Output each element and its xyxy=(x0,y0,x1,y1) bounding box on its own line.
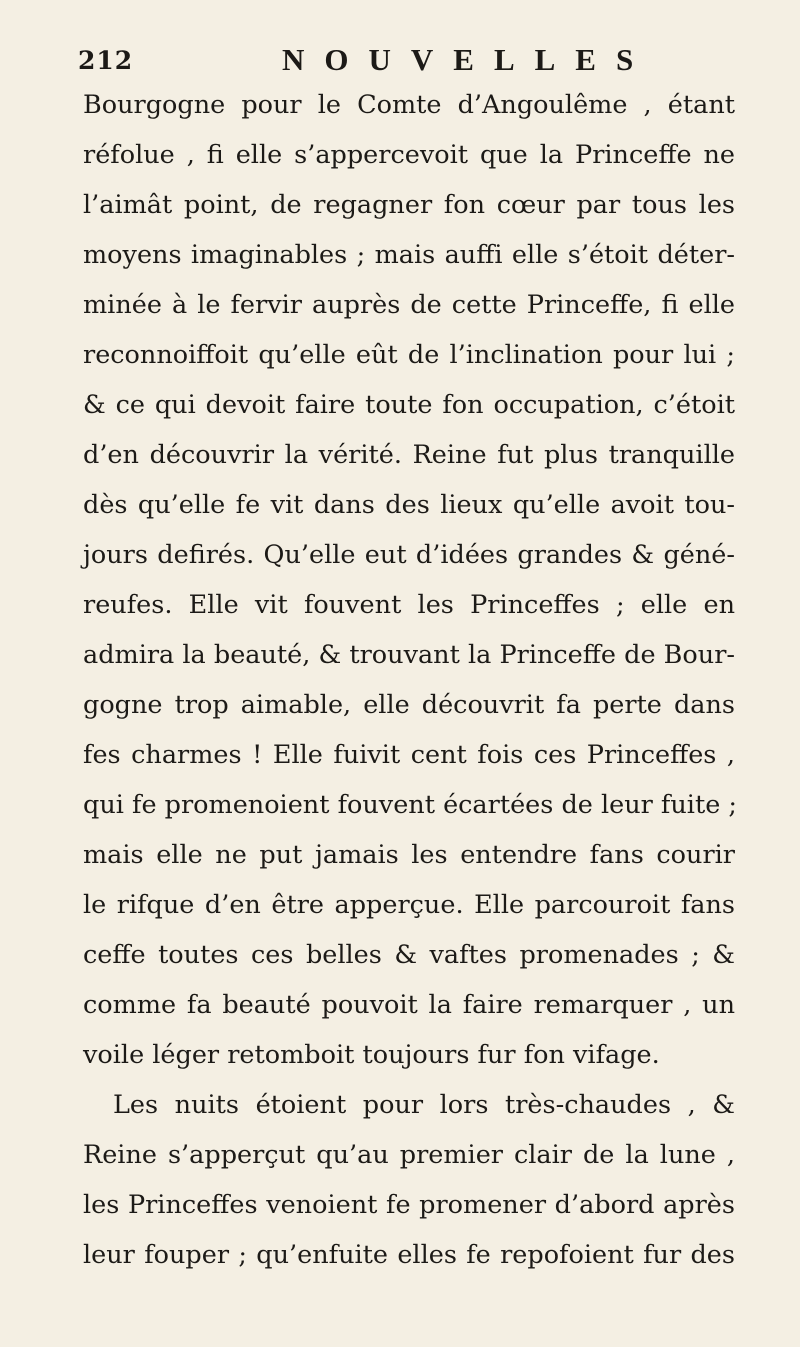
running-title: NOUVELLES xyxy=(282,42,654,77)
text-line: voile léger retomboit toujours fur fon vifage. xyxy=(83,1040,660,1070)
text-line: l’aimât point, de regagner fon cœur par tous les xyxy=(83,190,735,220)
text-line: leur fouper ; qu’enfuite elles fe repofoient fur des xyxy=(83,1240,735,1270)
text-line: reconnoiffoit qu’elle eût de l’inclination pour lui ; xyxy=(83,340,735,370)
text-line: Reine s’apperçut qu’au premier clair de la lune , xyxy=(83,1140,735,1170)
text-line: ceffe toutes ces belles & vaftes promenades ; & xyxy=(83,940,735,970)
paragraph-first-line: Les nuits étoient pour lors très-chaudes , & xyxy=(113,1090,735,1120)
text-line: fes charmes ! Elle fuivit cent fois ces Princeffes , xyxy=(83,740,735,770)
text-line: les Princeffes venoient fe promener d’abord après xyxy=(83,1190,735,1220)
text-line: gogne trop aimable, elle découvrit fa perte dans xyxy=(83,690,735,720)
text-line: mais elle ne put jamais les entendre fans courir xyxy=(83,840,735,870)
body-text xyxy=(83,80,735,1280)
page-number: 212 xyxy=(78,46,134,75)
text-line: admira la beauté, & trouvant la Princeffe de Bour- xyxy=(83,640,735,670)
text-line: qui fe promenoient fouvent écartées de leur fuite ; xyxy=(83,790,737,820)
text-line: reufes. Elle vit fouvent les Princeffes ; elle en xyxy=(83,590,735,620)
text-line: dès qu’elle fe vit dans des lieux qu’elle avoit tou- xyxy=(83,490,735,520)
text-line: Bourgogne pour le Comte d’Angoulême , étant xyxy=(83,90,735,120)
text-line: le rifque d’en être apperçue. Elle parcouroit fans xyxy=(83,890,735,920)
text-line: minée à le fervir auprès de cette Princeffe, fi elle xyxy=(83,290,735,320)
text-line: d’en découvrir la vérité. Reine fut plus tranquille xyxy=(83,440,735,470)
text-line: moyens imaginables ; mais auffi elle s’étoit déter- xyxy=(83,240,735,270)
text-line: & ce qui devoit faire toute fon occupation, c’étoit xyxy=(83,390,735,420)
text-line: réfolue , fi elle s’appercevoit que la Princeffe ne xyxy=(83,140,735,170)
text-line: comme fa beauté pouvoit la faire remarquer , un xyxy=(83,990,735,1020)
text-line: jours defirés. Qu’elle eut d’idées grandes & géné- xyxy=(83,540,735,570)
